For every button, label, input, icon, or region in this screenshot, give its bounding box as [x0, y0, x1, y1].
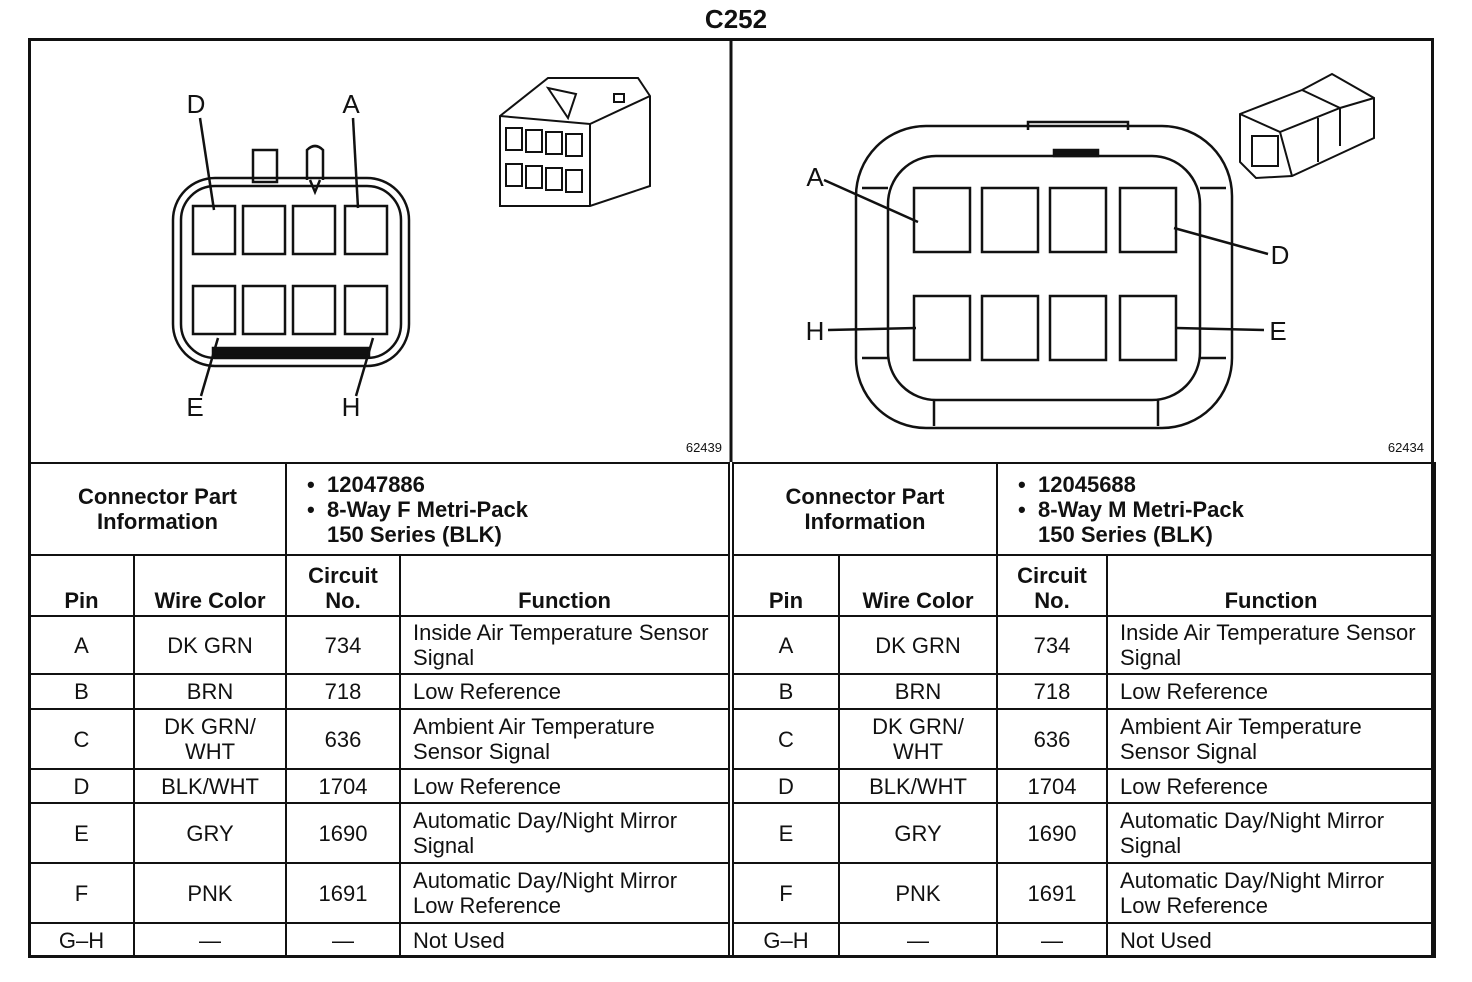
pin-cell: E: [733, 803, 839, 863]
header-wire-color: Wire Color: [839, 555, 997, 616]
pin-cell: F: [733, 863, 839, 923]
connector-info-row: [733, 463, 1435, 555]
header-function: Function: [1107, 555, 1435, 616]
connector-info-row: [29, 463, 729, 555]
circuit-cell: 734: [286, 616, 400, 674]
function-cell: Inside Air Temperature Sensor Signal: [400, 616, 729, 674]
table-row: [29, 803, 729, 863]
function-cell: Low Reference: [1107, 674, 1435, 709]
circuit-cell: 1690: [286, 803, 400, 863]
right-pin-label-bottom-left: H: [805, 316, 825, 346]
left-figure-number: 62439: [685, 440, 722, 455]
header-wire-color: Wire Color: [134, 555, 286, 616]
right-pin-label-top-left: A: [806, 162, 824, 192]
circuit-cell: —: [286, 923, 400, 957]
wire-color-cell: DK GRN: [134, 616, 286, 674]
part-number: 12045688: [1038, 471, 1136, 497]
header-circuit-no: Circuit No.: [286, 555, 400, 616]
right-pin-label-top-right: D: [1270, 240, 1290, 270]
circuit-cell: 718: [286, 674, 400, 709]
circuit-cell: 636: [997, 709, 1107, 769]
pin-cell: G–H: [29, 923, 134, 957]
pin-cell: B: [29, 674, 134, 709]
connector-title: C252: [704, 4, 768, 34]
circuit-cell: 1691: [286, 863, 400, 923]
function-cell: Inside Air Temperature Sensor Signal: [1107, 616, 1435, 674]
female-connector-face: [173, 118, 409, 396]
pin-cell: A: [29, 616, 134, 674]
table-row: [733, 863, 1435, 923]
pin-cell: C: [733, 709, 839, 769]
wire-color-cell: BLK/WHT: [839, 769, 997, 803]
right-pin-label-bottom-right: E: [1269, 316, 1287, 346]
wire-color-cell: BRN: [134, 674, 286, 709]
left-table-body: [29, 616, 729, 957]
male-connector-face: [824, 122, 1268, 428]
left-pin-label-bottom-left: E: [186, 392, 204, 422]
table-header-row: [733, 555, 1435, 616]
connector-info-value: • 12047886 • 8-Way F Metri-Pack 150 Series (BLK): [286, 463, 729, 555]
wire-color-cell: DK GRN/ WHT: [839, 709, 997, 769]
left-pin-label-top-left: D: [186, 89, 206, 119]
wire-color-cell: DK GRN: [839, 616, 997, 674]
circuit-cell: 1704: [286, 769, 400, 803]
left-pin-label-top-right: A: [342, 89, 360, 119]
right-pinout-table: [732, 462, 1436, 958]
circuit-cell: 636: [286, 709, 400, 769]
header-function: Function: [400, 555, 729, 616]
connector-drawings: [28, 38, 1434, 462]
male-connector-isometric: [1240, 74, 1374, 178]
function-cell: Automatic Day/Night Mirror Signal: [1107, 803, 1435, 863]
pin-cell: D: [29, 769, 134, 803]
wire-color-cell: GRY: [134, 803, 286, 863]
circuit-cell: —: [997, 923, 1107, 957]
connector-desc-line2: 150 Series (BLK): [1038, 521, 1213, 547]
wire-color-cell: BRN: [839, 674, 997, 709]
wire-color-cell: —: [839, 923, 997, 957]
table-row: [733, 769, 1435, 803]
header-pin: Pin: [733, 555, 839, 616]
connector-desc-line1: 8-Way F Metri-Pack: [327, 496, 528, 522]
table-row: [29, 709, 729, 769]
wire-color-cell: PNK: [839, 863, 997, 923]
connector-info-label: Connector Part Information: [29, 463, 286, 555]
pin-cell: C: [29, 709, 134, 769]
left-pin-label-bottom-right: H: [341, 392, 361, 422]
circuit-cell: 1691: [997, 863, 1107, 923]
pin-cell: G–H: [733, 923, 839, 957]
circuit-cell: 718: [997, 674, 1107, 709]
function-cell: Low Reference: [400, 674, 729, 709]
table-row: [29, 674, 729, 709]
right-table-body: [733, 616, 1435, 957]
wire-color-cell: DK GRN/ WHT: [134, 709, 286, 769]
function-cell: Automatic Day/Night Mirror Low Reference: [400, 863, 729, 923]
function-cell: Low Reference: [400, 769, 729, 803]
circuit-cell: 1704: [997, 769, 1107, 803]
function-cell: Automatic Day/Night Mirror Low Reference: [1107, 863, 1435, 923]
wire-color-cell: GRY: [839, 803, 997, 863]
connector-desc-line1: 8-Way M Metri-Pack: [1038, 496, 1244, 522]
table-header-row: [29, 555, 729, 616]
pin-cell: E: [29, 803, 134, 863]
connector-desc-line2: 150 Series (BLK): [327, 521, 502, 547]
table-row: [29, 769, 729, 803]
part-number: 12047886: [327, 471, 425, 497]
header-circuit-no: Circuit No.: [997, 555, 1107, 616]
function-cell: Not Used: [400, 923, 729, 957]
function-cell: Not Used: [1107, 923, 1435, 957]
table-row: [29, 923, 729, 957]
pin-cell: B: [733, 674, 839, 709]
female-connector-isometric: [500, 78, 650, 206]
function-cell: Ambient Air Temperature Sensor Signal: [400, 709, 729, 769]
wire-color-cell: —: [134, 923, 286, 957]
table-row: [733, 923, 1435, 957]
left-pinout-table: [28, 462, 730, 958]
table-row: [29, 863, 729, 923]
circuit-cell: 734: [997, 616, 1107, 674]
table-row: [29, 616, 729, 674]
table-row: [733, 709, 1435, 769]
pin-cell: A: [733, 616, 839, 674]
pin-cell: D: [733, 769, 839, 803]
table-row: [733, 803, 1435, 863]
right-figure-number: 62434: [1387, 440, 1424, 455]
table-row: [733, 674, 1435, 709]
circuit-cell: 1690: [997, 803, 1107, 863]
connector-info-value: • 12045688 • 8-Way M Metri-Pack 150 Series (BLK): [997, 463, 1435, 555]
function-cell: Automatic Day/Night Mirror Signal: [400, 803, 729, 863]
connector-diagrams: [28, 38, 1434, 462]
header-pin: Pin: [29, 555, 134, 616]
connector-info-label: Connector Part Information: [733, 463, 997, 555]
wire-color-cell: BLK/WHT: [134, 769, 286, 803]
function-cell: Ambient Air Temperature Sensor Signal: [1107, 709, 1435, 769]
table-row: [733, 616, 1435, 674]
wire-color-cell: PNK: [134, 863, 286, 923]
function-cell: Low Reference: [1107, 769, 1435, 803]
pin-cell: F: [29, 863, 134, 923]
